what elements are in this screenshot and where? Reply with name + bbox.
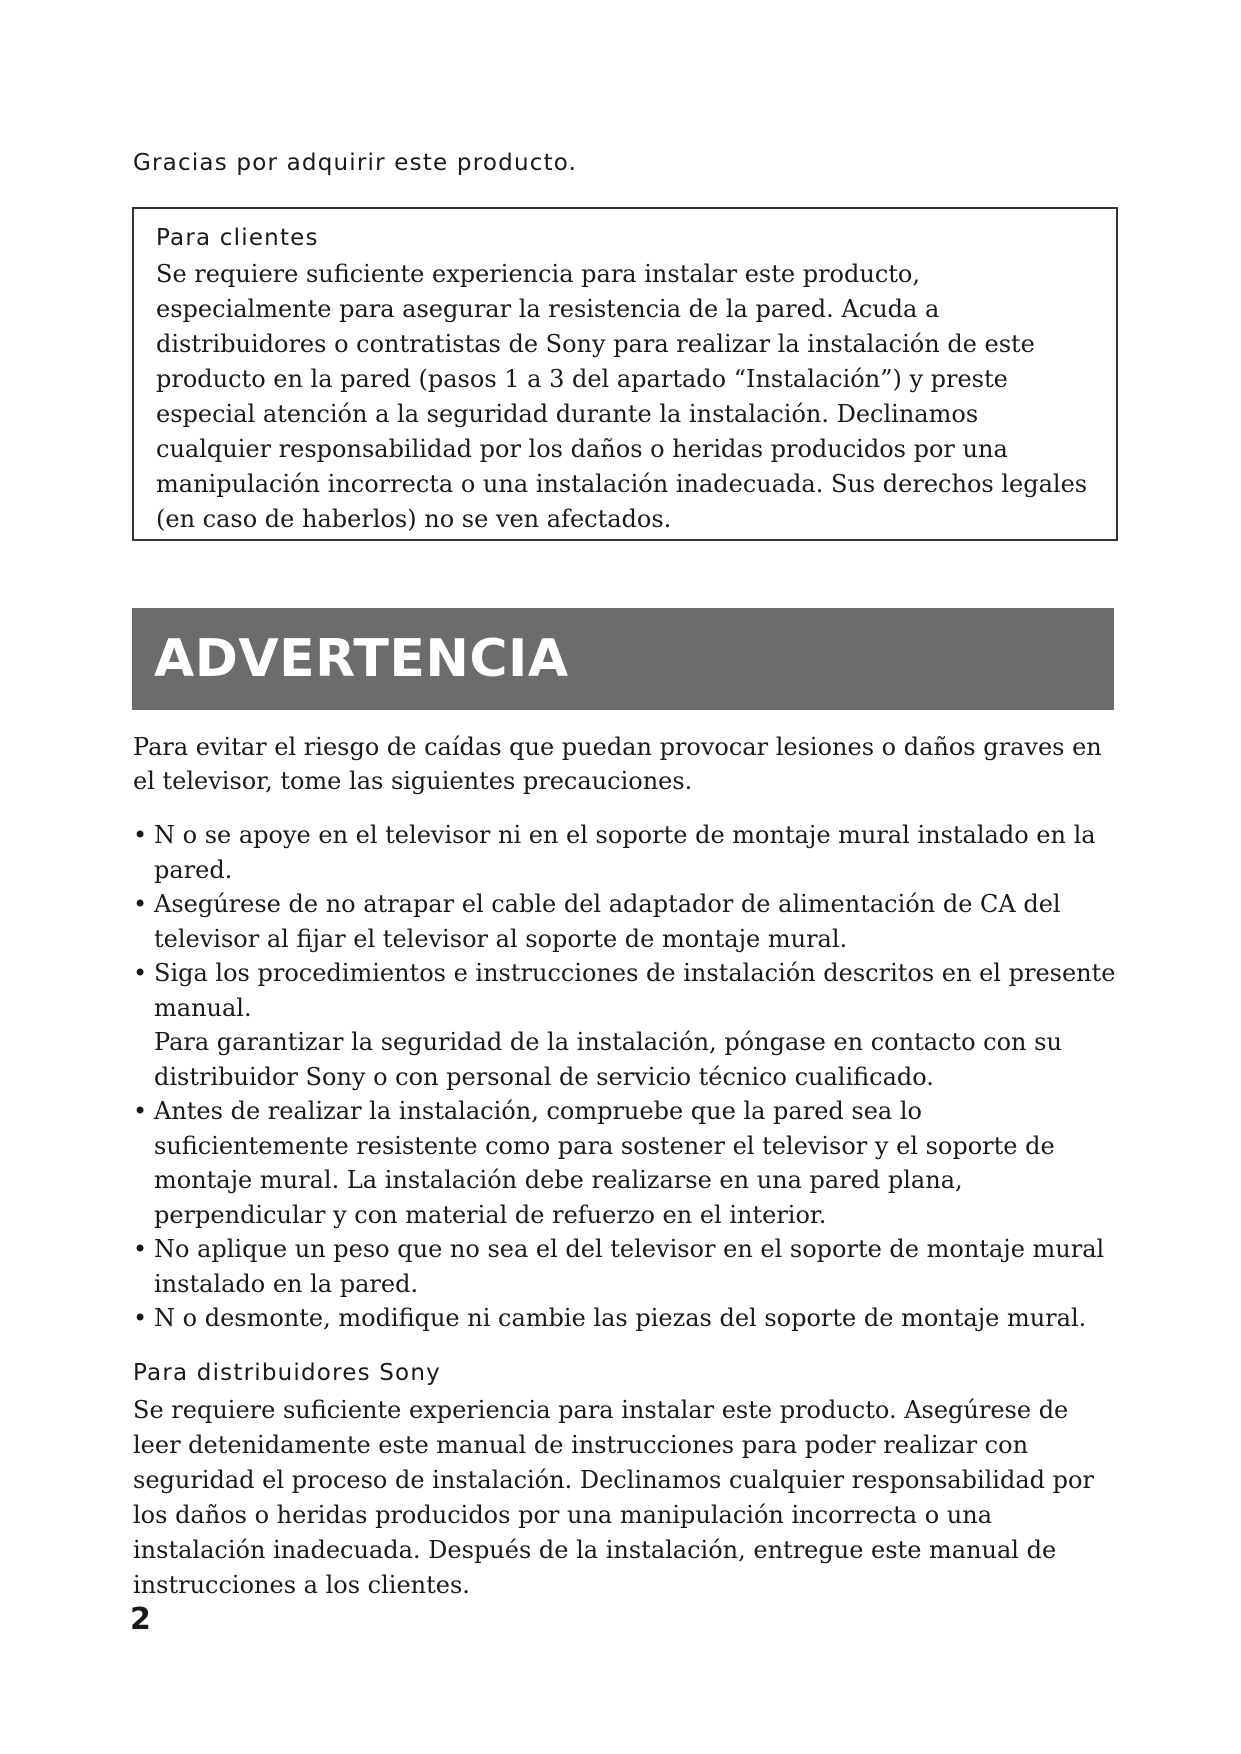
warning-bullet [133, 818, 1123, 887]
distributors-body: Se requiere suficiente experiencia para instalar este producto. Asegúrese de leer detenidamente este manual de instrucciones para poder realizar con seguridad el proceso de instalación. Declinamos cualquier responsabilidad por los daños o heridas producidos por una manipulación incorrecta o una instalación inadecuada. Después de la instalación, entregue este manual de instrucciones a los clientes. [133, 1396, 1094, 1599]
warning-bullet-list [133, 818, 1123, 1336]
bullet-mark: • [133, 1304, 148, 1332]
distributors-title: Para distribuidores Sony [133, 1360, 441, 1386]
bullet-extra-text: Para garantizar la seguridad de la instalación, póngase en contacto con su distribuidor Sony o con personal de servicio técnico cualificado. [154, 1028, 1062, 1091]
warning-bullet [133, 1301, 1123, 1336]
page-number: 2 [130, 1602, 151, 1637]
warning-intro: Para evitar el riesgo de caídas que puedan provocar lesiones o daños graves en el televisor, tome las siguientes precauciones. [133, 733, 1102, 795]
bullet-mark: • [133, 821, 148, 849]
bullet-mark: • [133, 1097, 148, 1125]
bullet-mark: • [133, 1235, 148, 1263]
bullet-text: Asegúrese de no atrapar el cable del adaptador de alimentación de CA del televisor al fijar el televisor al soporte de montaje mural. [154, 890, 1061, 953]
warning-heading: ADVERTENCIA [154, 629, 569, 689]
customers-notice-box [132, 207, 1118, 541]
warning-bullet [133, 887, 1123, 956]
customers-body: Se requiere suficiente experiencia para instalar este producto, especialmente para asegurar la resistencia de la pared. Acuda a distribuidores o contratistas de Sony para realizar la instalación de este producto en la pared (pasos 1 a 3 del apartado “Instalación”) y preste especial atención a la seguridad durante la instalación. Declinamos cualquier responsabilidad por los daños o heridas producidos por una manipulación incorrecta o una instalación inadecuada. Sus derechos legales (en caso de haberlos) no se ven afectados. [156, 260, 1088, 533]
customers-title: Para clientes [156, 225, 319, 251]
bullet-text: Siga los procedimientos e instrucciones de instalación descritos en el presente manual. [154, 959, 1116, 1022]
bullet-text: No aplique un peso que no sea el del televisor en el soporte de montaje mural instalado en la pared. [154, 1235, 1105, 1298]
warning-bullet [133, 956, 1123, 1094]
bullet-text: Antes de realizar la instalación, compruebe que la pared sea lo suficientemente resistente como para sostener el televisor y el soporte de montaje mural. La instalación debe realizarse en una pared plana, perpendicular y con material de refuerzo en el interior. [154, 1097, 1055, 1229]
bullet-text: N o se apoye en el televisor ni en el soporte de montaje mural instalado en la pared. [154, 821, 1096, 884]
bullet-text: N o desmonte, modifique ni cambie las piezas del soporte de montaje mural. [154, 1304, 1087, 1332]
warning-banner [132, 608, 1114, 710]
bullet-mark: • [133, 890, 148, 918]
warning-bullet [133, 1094, 1123, 1232]
intro-text: Gracias por adquirir este producto. [133, 150, 578, 176]
warning-bullet [133, 1232, 1123, 1301]
bullet-mark: • [133, 959, 148, 987]
